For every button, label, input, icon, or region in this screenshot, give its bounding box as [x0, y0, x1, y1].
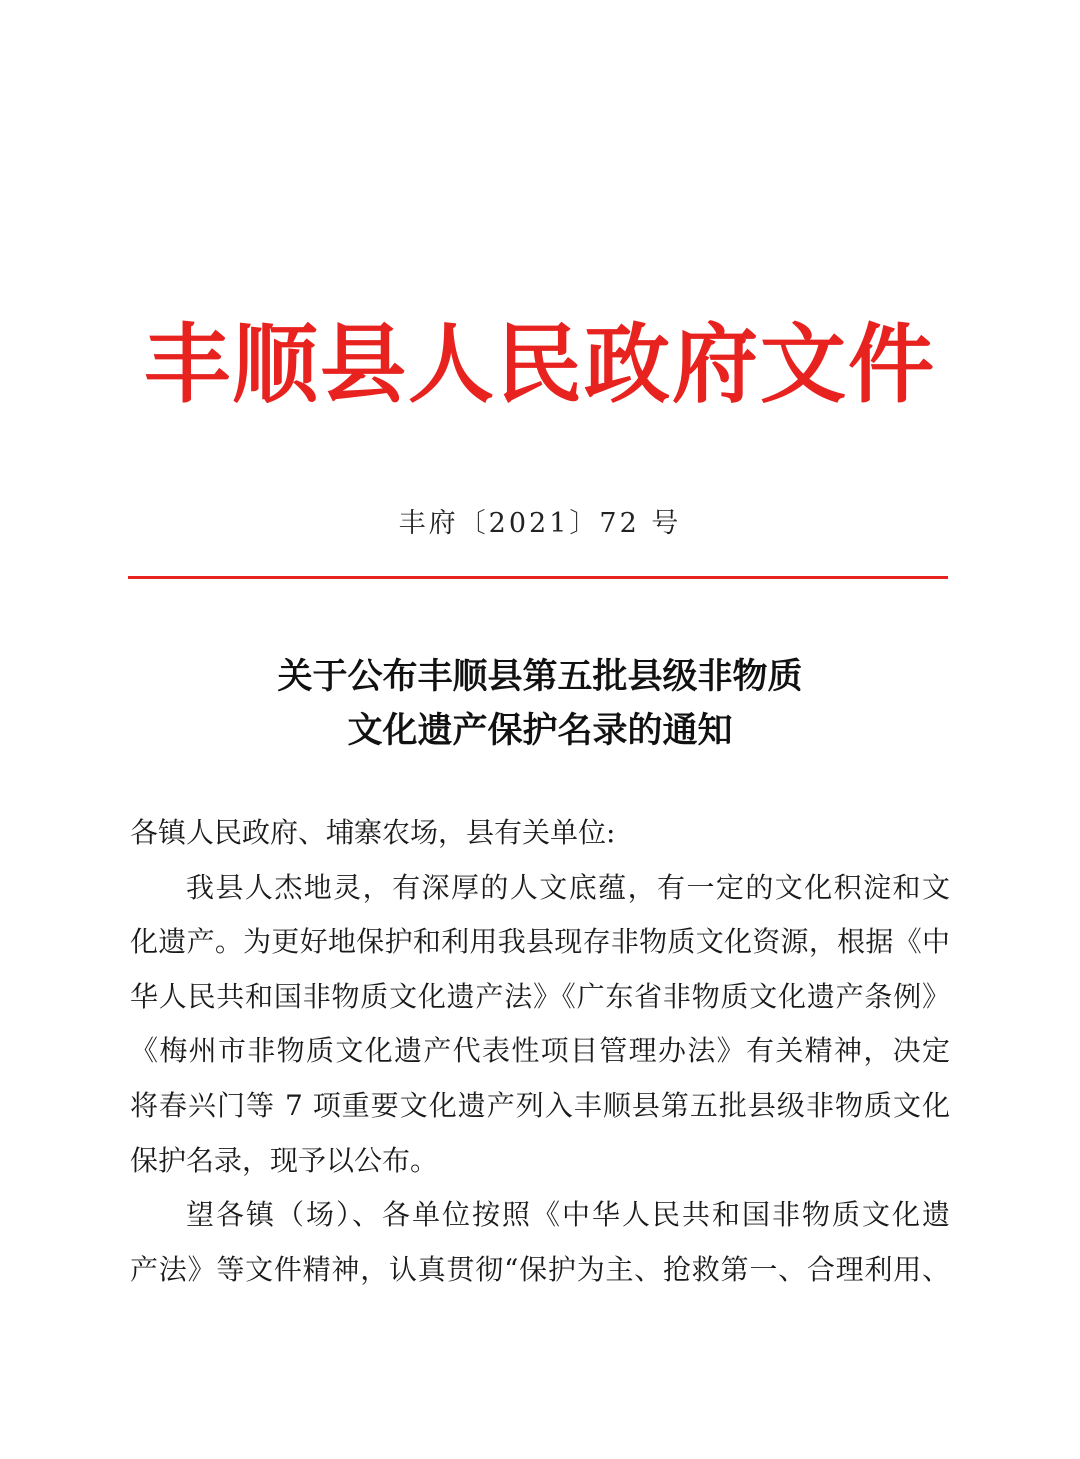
paragraph-2-line: 产法》等文件精神，认真贯彻“保护为主、抢救第一、合理利用、 [130, 1252, 950, 1286]
paragraph-1-line: 保护名录，现予以公布。 [130, 1143, 439, 1177]
document-number: 丰府〔2021〕72 号 [398, 508, 682, 539]
paragraph-2 [130, 1188, 950, 1297]
paragraph-1 [130, 861, 950, 1189]
paragraph-1-line: 我县人杰地灵，有深厚的人文底蕴，有一定的文化积淀和文 [186, 870, 950, 904]
body-text [130, 806, 950, 1297]
red-separator-line [128, 576, 948, 579]
paragraph-2-line: 望各镇（场）、各单位按照《中华人民共和国非物质文化遗 [186, 1198, 950, 1232]
notice-title-line-2: 文化遗产保护名录的通知 [347, 710, 733, 751]
paragraph-1-line: 《梅州市非物质文化遗产代表性项目管理办法》有关精神，决定 [130, 1034, 950, 1068]
notice-title [0, 650, 1080, 758]
paragraph-1-line: 化遗产。为更好地保护和利用我县现存非物质文化资源，根据《中 [130, 925, 950, 959]
notice-title-line-1: 关于公布丰顺县第五批县级非物质 [277, 656, 803, 697]
paragraph-1-line: 将春兴门等 7 项重要文化遗产列入丰顺县第五批县级非物质文化 [130, 1088, 950, 1122]
masthead-title: 丰顺县人民政府文件 [144, 315, 936, 415]
paragraph-1-line: 华人民共和国非物质文化遗产法》《广东省非物质文化遗产条例》 [130, 979, 950, 1013]
salutation: 各镇人民政府、埔寨农场，县有关单位: [130, 816, 616, 849]
